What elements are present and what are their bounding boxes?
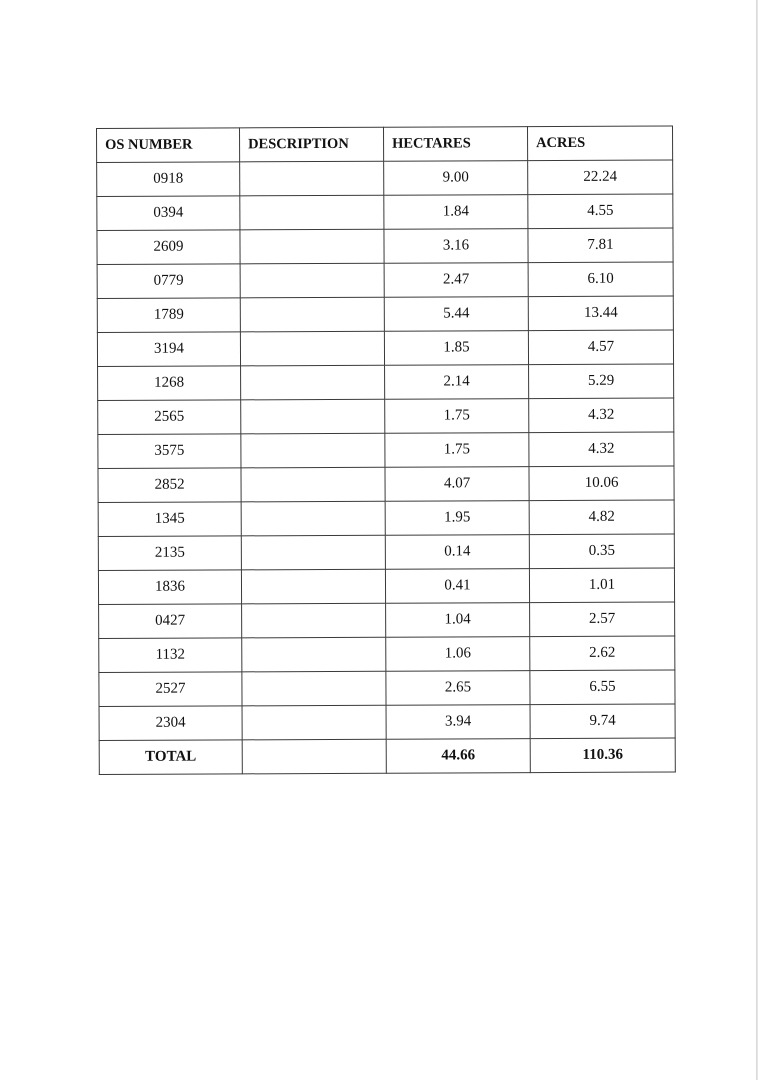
total-acres: 110.36	[530, 738, 675, 773]
table-row	[98, 398, 674, 435]
page-edge	[756, 0, 758, 1080]
cell-os-number: 2565	[98, 400, 241, 435]
cell-os-number: 1132	[99, 638, 242, 673]
header-os-number: OS NUMBER	[97, 128, 240, 163]
cell-acres: 1.01	[529, 568, 674, 603]
cell-hectares: 4.07	[385, 467, 529, 502]
cell-hectares: 1.95	[385, 501, 529, 536]
cell-description	[241, 467, 385, 502]
land-area-table-wrapper	[96, 125, 675, 775]
cell-description	[240, 195, 384, 230]
cell-os-number: 1345	[98, 502, 241, 537]
table-row	[98, 466, 674, 503]
cell-description	[242, 705, 386, 740]
cell-description	[242, 671, 386, 706]
cell-hectares: 1.85	[384, 331, 528, 366]
cell-hectares: 1.06	[386, 637, 530, 672]
cell-hectares: 2.14	[385, 365, 529, 400]
cell-acres: 4.55	[528, 194, 673, 229]
cell-acres: 7.81	[528, 228, 673, 263]
cell-acres: 13.44	[528, 296, 673, 331]
cell-hectares: 3.16	[384, 229, 528, 264]
header-description: DESCRIPTION	[240, 127, 384, 162]
cell-hectares: 2.47	[384, 263, 528, 298]
cell-os-number: 2609	[97, 230, 240, 265]
table-row	[97, 262, 673, 299]
cell-hectares: 1.75	[385, 399, 529, 434]
cell-acres: 2.62	[530, 636, 675, 671]
table-row	[97, 228, 673, 265]
total-label: TOTAL	[99, 740, 242, 775]
cell-os-number: 2304	[99, 706, 242, 741]
cell-description	[240, 297, 384, 332]
cell-hectares: 0.14	[385, 535, 529, 570]
cell-os-number: 2852	[98, 468, 241, 503]
table-row	[99, 670, 675, 707]
cell-acres: 5.29	[529, 364, 674, 399]
table-row	[99, 636, 675, 673]
table-row	[97, 296, 673, 333]
table-total-row	[99, 738, 675, 775]
cell-description	[241, 569, 385, 604]
cell-description	[240, 263, 384, 298]
cell-hectares: 1.84	[384, 195, 528, 230]
cell-os-number: 1836	[98, 570, 241, 605]
cell-acres: 6.55	[530, 670, 675, 705]
cell-os-number: 3575	[98, 434, 241, 469]
table-body	[97, 160, 676, 775]
cell-acres: 10.06	[529, 466, 674, 501]
table-header-row	[97, 126, 673, 163]
cell-os-number: 1268	[98, 366, 241, 401]
cell-hectares: 5.44	[384, 297, 528, 332]
cell-os-number: 0779	[97, 264, 240, 299]
table-row	[97, 160, 673, 197]
cell-acres: 4.32	[529, 398, 674, 433]
cell-hectares: 1.75	[385, 433, 529, 468]
total-description	[242, 739, 386, 774]
cell-os-number: 0394	[97, 196, 240, 231]
total-hectares: 44.66	[386, 739, 530, 774]
cell-acres: 4.57	[528, 330, 673, 365]
table-row	[99, 704, 675, 741]
cell-description	[241, 399, 385, 434]
cell-acres: 4.32	[529, 432, 674, 467]
cell-acres: 0.35	[529, 534, 674, 569]
cell-os-number: 0427	[99, 604, 242, 639]
cell-hectares: 0.41	[385, 569, 529, 604]
land-area-table	[96, 125, 676, 775]
header-hectares: HECTARES	[383, 127, 527, 162]
cell-hectares: 2.65	[386, 671, 530, 706]
table-row	[98, 500, 674, 537]
table-row	[97, 194, 673, 231]
cell-description	[242, 603, 386, 638]
cell-description	[240, 161, 384, 196]
cell-acres: 9.74	[530, 704, 675, 739]
cell-hectares: 1.04	[386, 603, 530, 638]
cell-hectares: 3.94	[386, 705, 530, 740]
cell-description	[240, 331, 384, 366]
cell-os-number: 2527	[99, 672, 242, 707]
cell-acres: 2.57	[530, 602, 675, 637]
cell-hectares: 9.00	[384, 161, 528, 196]
cell-acres: 6.10	[528, 262, 673, 297]
table-row	[98, 364, 674, 401]
table-row	[99, 602, 675, 639]
cell-description	[240, 229, 384, 264]
cell-acres: 22.24	[528, 160, 673, 195]
cell-os-number: 0918	[97, 162, 240, 197]
cell-description	[241, 501, 385, 536]
cell-description	[241, 433, 385, 468]
cell-os-number: 1789	[97, 298, 240, 333]
header-acres: ACRES	[527, 126, 672, 161]
cell-os-number: 3194	[97, 332, 240, 367]
table-row	[98, 568, 674, 605]
cell-description	[242, 637, 386, 672]
cell-description	[241, 365, 385, 400]
table-row	[97, 330, 673, 367]
table-row	[98, 534, 674, 571]
table-row	[98, 432, 674, 469]
cell-acres: 4.82	[529, 500, 674, 535]
cell-os-number: 2135	[98, 536, 241, 571]
cell-description	[241, 535, 385, 570]
